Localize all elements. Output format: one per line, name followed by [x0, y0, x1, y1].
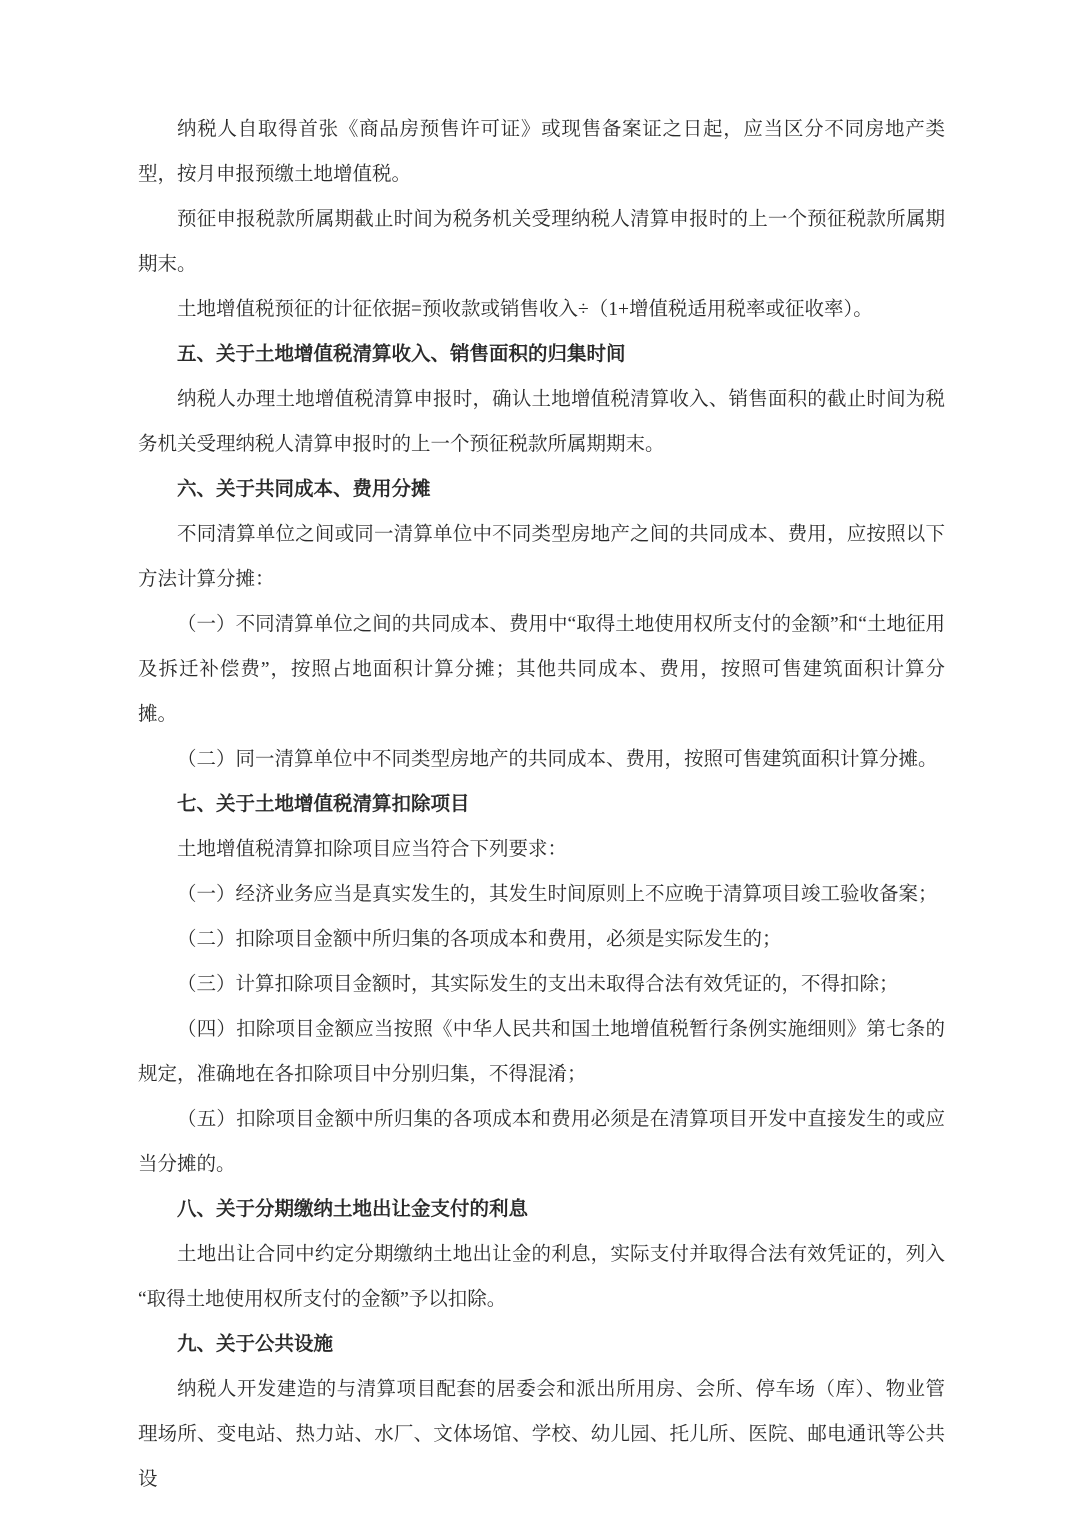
list-item: （三）计算扣除项目金额时，其实际发生的支出未取得合法有效凭证的，不得扣除； — [177, 974, 899, 995]
section-heading-8: 八、关于分期缴纳土地出让金支付的利息 — [177, 1199, 529, 1220]
list-item: （二）同一清算单位中不同类型房地产的共同成本、费用，按照可售建筑面积计算分摊。 — [177, 749, 938, 770]
paragraph: 纳税人办理土地增值税清算申报时，确认土地增值税清算收入、销售面积的截止时间为税务机关受理纳税人清算申报时的上一个预征税款所属期期末。 — [138, 389, 945, 455]
paragraph: 纳税人自取得首张《商品房预售许可证》或现售备案证之日起，应当区分不同房地产类型，按月申报预缴土地增值税。 — [138, 119, 945, 185]
paragraph: 土地增值税清算扣除项目应当符合下列要求： — [177, 839, 568, 860]
paragraph: 不同清算单位之间或同一清算单位中不同类型房地产之间的共同成本、费用，应按照以下方法计算分摊： — [138, 524, 945, 590]
section-heading-5: 五、关于土地增值税清算收入、销售面积的归集时间 — [177, 344, 626, 365]
section-heading-7: 七、关于土地增值税清算扣除项目 — [177, 794, 470, 815]
list-item: （二）扣除项目金额中所归集的各项成本和费用，必须是实际发生的； — [177, 929, 782, 950]
list-item: （五）扣除项目金额中所归集的各项成本和费用必须是在清算项目开发中直接发生的或应当分摊的。 — [138, 1109, 945, 1175]
paragraph: 土地出让合同中约定分期缴纳土地出让金的利息，实际支付并取得合法有效凭证的，列入“取得土地使用权所支付的金额”予以扣除。 — [138, 1244, 945, 1310]
list-item: （一）不同清算单位之间的共同成本、费用中“取得土地使用权所支付的金额”和“土地征用及拆迁补偿费”，按照占地面积计算分摊；其他共同成本、费用，按照可售建筑面积计算分摊。 — [138, 614, 945, 725]
paragraph: 土地增值税预征的计征依据=预收款或销售收入÷（1+增值税适用税率或征收率）。 — [177, 299, 873, 320]
paragraph: 纳税人开发建造的与清算项目配套的居委会和派出所用房、会所、停车场（库）、物业管理场所、变电站、热力站、水厂、文体场馆、学校、幼儿园、托儿所、医院、邮电通讯等公共设 — [138, 1379, 945, 1490]
section-heading-9: 九、关于公共设施 — [177, 1334, 334, 1355]
list-item: （四）扣除项目金额应当按照《中华人民共和国土地增值税暂行条例实施细则》第七条的规定，准确地在各扣除项目中分别归集，不得混淆； — [138, 1019, 945, 1085]
paragraph: 预征申报税款所属期截止时间为税务机关受理纳税人清算申报时的上一个预征税款所属期期末。 — [138, 209, 945, 275]
section-heading-6: 六、关于共同成本、费用分摊 — [177, 479, 431, 500]
list-item: （一）经济业务应当是真实发生的，其发生时间原则上不应晚于清算项目竣工验收备案； — [177, 884, 938, 905]
